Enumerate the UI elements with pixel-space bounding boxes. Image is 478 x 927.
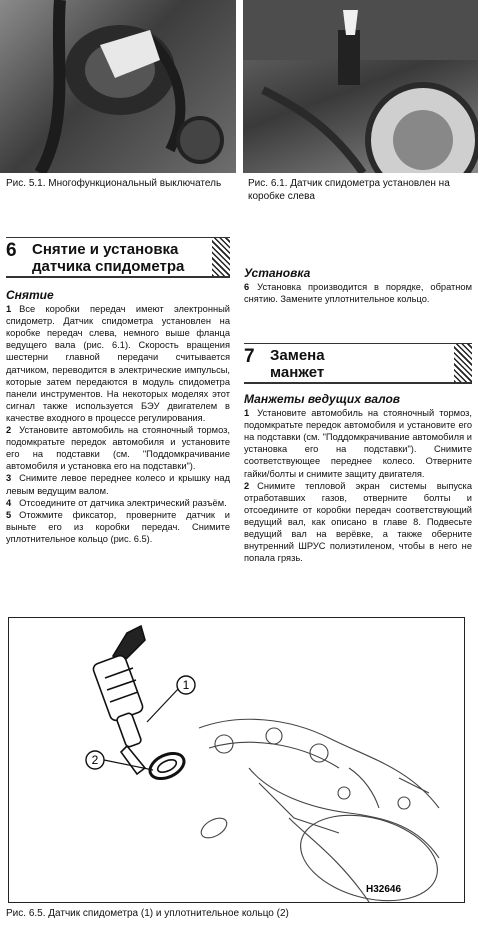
step-paragraph: 2 Установите автомобиль на стояночный тормоз, подомкратьте передок автомобиля и установите его на подставки (см. "Поддомкрачивание автомобиля и установка его на подставки"). bbox=[6, 425, 230, 472]
photo-speedometer-sensor-illustration bbox=[243, 0, 478, 173]
callout-1: 1 bbox=[182, 678, 190, 692]
step-paragraph: 2 Снимите тепловой экран системы выпуска отработавших газов, отверните болты и отсоедините от коробки передач соответствующий ведущий вал, как описано в главе 8. Подвесьте ведущий вал на верёвке, а также оберните внутренний ШРУС полиэтиленом, чтобы в него не попала грязь. bbox=[244, 480, 472, 564]
section-6-hatch-icon bbox=[212, 238, 230, 276]
step-paragraph: 1 Все коробки передач имеют электронный спидометр. Датчик спидометра установлен на коробке передач слева, немного выше фланца ведущего вала (рис. 6.1). Скорость вращения шестерни главной передачи считывается датчиком, переводится в электрические импульсы, которые затем передаются в модуль спидометра панели инструментов. На некоторых моделях этот сигнал также используется БЭУ двигателем в качестве входного в процессе регулирования. bbox=[6, 304, 230, 423]
section-7-number: 7 bbox=[244, 346, 255, 367]
step-paragraph: 3 Снимите левое переднее колесо и крышку над левым ведущим валом. bbox=[6, 473, 230, 496]
section-6-header bbox=[6, 237, 230, 278]
figure-6-5 bbox=[8, 617, 465, 903]
removal-heading: Снятие bbox=[6, 288, 54, 302]
photo-multifunction-switch bbox=[0, 0, 236, 173]
step-paragraph: 1 Установите автомобиль на стояночный тормоз, подомкратьте передок автомобиля и установите его на подставки (см. "Поддомкрачивание автомобиля и установка его на подставки"). Снимите соответствующее переднее колесо. Отверните гайки/болты и снимите защиту двигателя. bbox=[244, 408, 472, 479]
callout-2: 2 bbox=[91, 753, 99, 767]
section-6-title: Снятие и установка датчика спидометра bbox=[32, 241, 185, 275]
step-paragraph: 4 Отсоедините от датчика электрический разъём. bbox=[6, 497, 227, 508]
step-paragraph: 5 Отожмите фиксатор, проверните датчик и выньте его из коробки передач. Снимите уплотнительное кольцо (рис. 6.5). bbox=[6, 509, 230, 544]
photo-speedometer-sensor bbox=[243, 0, 478, 173]
section-6-number: 6 bbox=[6, 240, 17, 261]
left-column bbox=[6, 286, 230, 545]
photo-left-caption: Рис. 5.1. Многофункциональный выключатель bbox=[6, 178, 222, 189]
figure-6-5-caption: Рис. 6.5. Датчик спидометра (1) и уплотнительное кольцо (2) bbox=[6, 908, 289, 919]
figure-6-5-drawing bbox=[9, 618, 464, 902]
section-7-hatch-icon bbox=[454, 344, 472, 382]
section-7-header bbox=[244, 343, 472, 384]
right-column-lower bbox=[244, 390, 472, 564]
step-paragraph: 6 Установка производится в порядке, обратном снятию. Замените уплотнительное кольцо. bbox=[244, 282, 472, 305]
driveshaft-seals-heading: Манжеты ведущих валов bbox=[244, 392, 401, 406]
install-heading: Установка bbox=[244, 266, 311, 280]
figure-code: H32646 bbox=[366, 884, 402, 895]
right-column bbox=[244, 264, 472, 305]
photo-multifunction-switch-illustration bbox=[0, 0, 236, 173]
section-7-title: Замена манжет bbox=[270, 347, 325, 381]
photo-right-caption: Рис. 6.1. Датчик спидометра установлен на коробке слева bbox=[248, 178, 450, 202]
